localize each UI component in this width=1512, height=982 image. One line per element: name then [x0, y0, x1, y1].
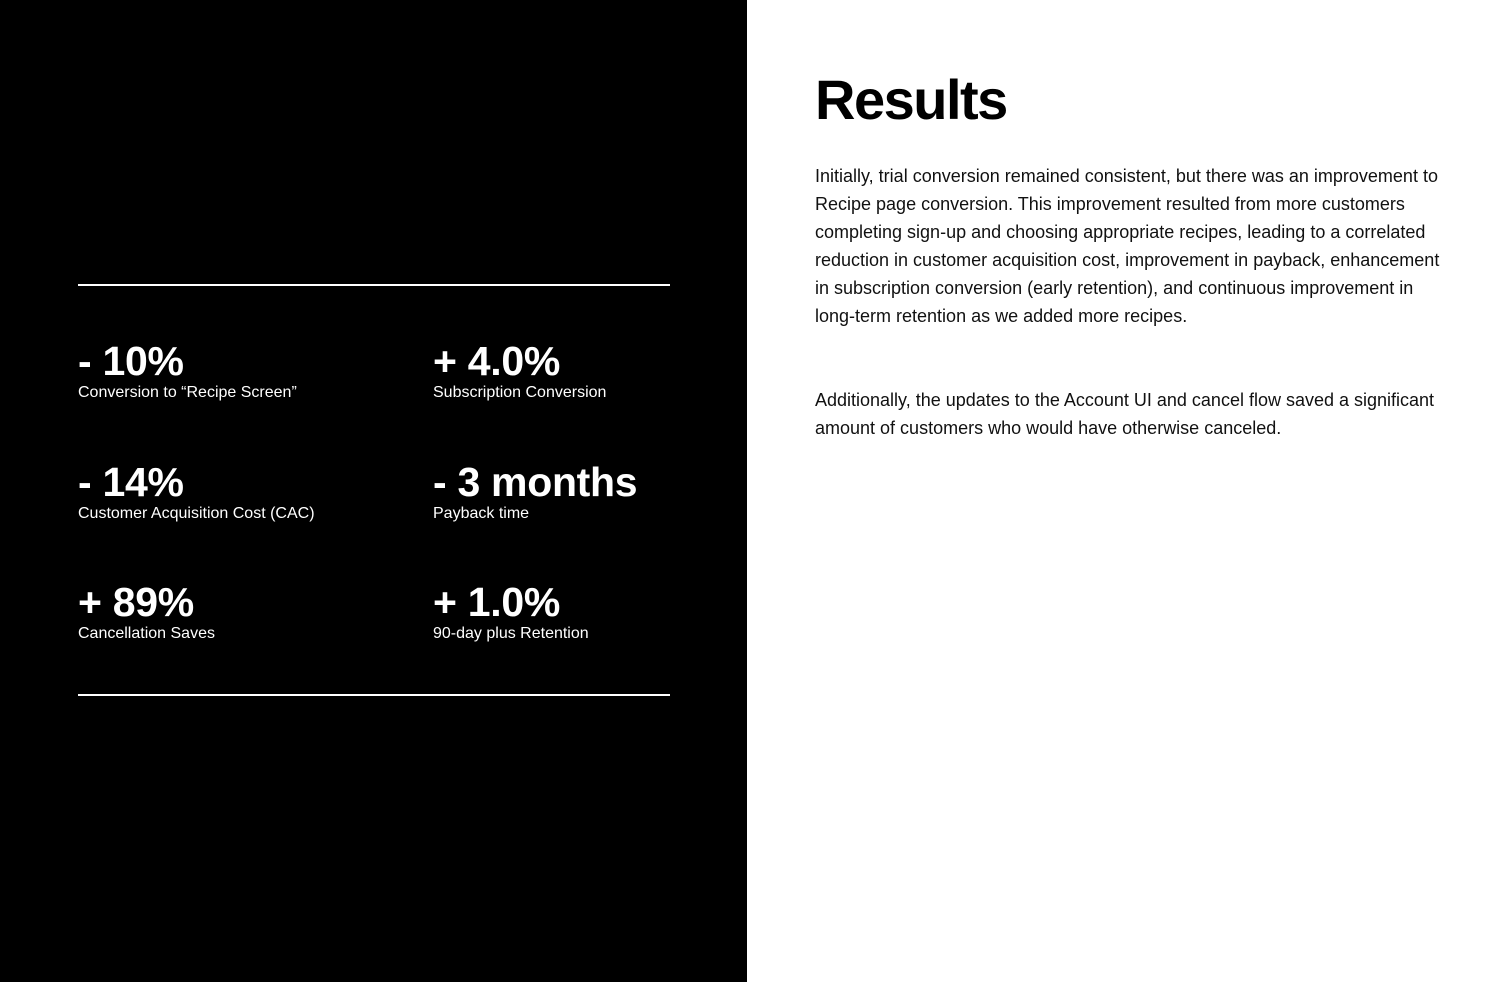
metric-subscription-conversion: [433, 339, 753, 403]
metric-payback-time: [433, 460, 753, 524]
metric-value: + 1.0%: [433, 579, 560, 625]
page-title: Results: [815, 68, 1007, 131]
metric-label: Conversion to “Recipe Screen”: [78, 384, 297, 401]
metric-cancellation-saves: [78, 580, 398, 644]
bottom-divider: [78, 694, 670, 696]
top-divider: [78, 284, 670, 286]
metric-value: - 10%: [78, 338, 184, 384]
metric-label: Cancellation Saves: [78, 625, 215, 642]
metric-value: + 4.0%: [433, 338, 560, 384]
metric-label: Customer Acquisition Cost (CAC): [78, 505, 315, 522]
metric-label: Payback time: [433, 505, 530, 522]
results-paragraph-1: Initially, trial conversion remained consistent, but there was an improvement to Recipe page conversion. This improvement resulted from more customers completing sign-up and choosing appropriate recipes, leading to a correlated reduction in customer acquisition cost, improvement in payback, enhancement in subscription conversion (early retention), and continuous improvement in long-term retention as we added more recipes.: [815, 166, 1440, 326]
metric-recipe-screen-conversion: [78, 339, 398, 403]
metrics-panel: [0, 0, 747, 982]
metric-90-day-retention: [433, 580, 753, 644]
metric-value: + 89%: [78, 579, 194, 625]
metric-label: Subscription Conversion: [433, 384, 607, 401]
metric-cac: [78, 460, 398, 524]
results-paragraph-2: Additionally, the updates to the Account UI and cancel flow saved a significant amount of customers who would have otherwise canceled.: [815, 390, 1435, 438]
metric-value: - 14%: [78, 459, 184, 505]
results-panel: [747, 0, 1512, 982]
metric-label: 90-day plus Retention: [433, 625, 589, 642]
metric-value: - 3 months: [433, 459, 638, 505]
